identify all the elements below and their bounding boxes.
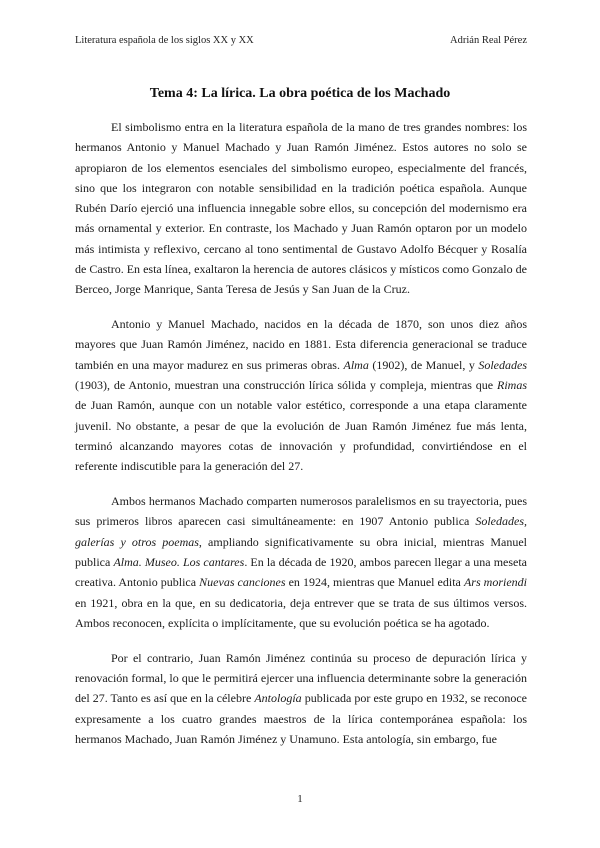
paragraph-text: (1902), de Manuel, y (368, 357, 479, 372)
paragraph-text: en 1924, mientras que Manuel edita (285, 575, 464, 590)
work-title-ars-moriendi: Ars moriendi (463, 575, 528, 590)
work-title-alma: Alma (343, 357, 369, 372)
work-title-soledades-galerias: Soledades, galerías y otros poemas (75, 514, 527, 549)
paragraph-text: (1903), de Antonio, muestran una construcción lírica sólida y compleja, mientras que (75, 378, 497, 393)
paragraph-text: Por el contrario, Juan Ramón Jiménez continúa su proceso de depuración lírica y renovación formal, lo que le permitirá ejercer una influencia determinante sobre la generación del 27. Tanto es así que en la célebre (75, 650, 527, 706)
paragraph-4 (75, 648, 527, 749)
paragraph-text: Ambos hermanos Machado comparten numerosos paralelismos en su trayectoria, pues sus primeros libros aparecen casi simultáneamente: en 1907 Antonio publica (75, 494, 527, 529)
document-title: Tema 4: La lírica. La obra poética de los Machado (149, 86, 451, 101)
paragraph-1: El simbolismo entra en la literatura española de la mano de tres grandes nombres: los hermanos Antonio y Manuel Machado y Juan Ramón Jiménez. Estos autores no solo se apropiaron de los elementos esenciales del simbolismo europeo, especialmente del francés, sino que los integraron con notable sensibilidad en la tradición poética española. Aunque Rubén Darío ejerció una influencia innegable sobre ellos, su concepción del modernismo era más ornamental y exterior. En contraste, los Machado y Juan Ramón optaron por un modelo más intimista y reflexivo, cercano al tono sentimental de Gustavo Adolfo Bécquer y Rosalía de Castro. En esta línea, exaltaron la herencia de autores clásicos y místicos como Gonzalo de Berceo, Jorge Manrique, Santa Teresa de Jesús y San Juan de la Cruz. (75, 120, 527, 297)
work-title-alma-museo: Alma. Museo. Los cantares (113, 554, 245, 569)
page-number: 1 (297, 793, 303, 805)
paragraph-3 (75, 491, 527, 633)
header-course-title: Literatura española de los siglos XX y XX (75, 35, 254, 46)
work-title-nuevas-canciones: Nuevas canciones (199, 575, 286, 590)
paragraph-text: Antonio y Manuel Machado, nacidos en la década de 1870, son unos diez años mayores que Juan Ramón Jiménez, nacido en 1881. Esta diferencia generacional se traduce también en una mayor madurez en sus primeras obras. (75, 317, 527, 372)
page-header (75, 35, 527, 46)
work-title-rimas: Rimas (497, 378, 527, 393)
work-title-antologia: Antología (254, 691, 302, 706)
paragraph-text: de Juan Ramón, aunque con un notable valor estético, corresponde a una etapa claramente juvenil. No obstante, a pesar de que la evolución de Juan Ramón Jiménez fue más lenta, terminó alcanzando mayores cotas de innovación y profundidad, convirtiéndose en el referente indiscutible para la generación del 27. (75, 398, 527, 474)
paragraph-text: en 1921, obra en la que, en su dedicatoria, deja entrever que se trata de sus últimos versos. Ambos reconocen, explícita o implícitamente, que su evolución poética se ha agotado. (75, 595, 527, 630)
paragraph-2 (75, 314, 527, 476)
document-body (75, 117, 527, 764)
paragraph-text: . En la década de 1920, ambos parecen llegar a una meseta creativa. Antonio publica (75, 554, 528, 590)
paragraph-text: , ampliando significativamente su obra inicial, mientras Manuel publica (75, 534, 527, 569)
header-author: Adrián Real Pérez (450, 35, 527, 46)
work-title-soledades: Soledades (478, 357, 527, 372)
paragraph-text: publicada por este grupo en 1932, se reconoce expresamente a los cuatro grandes maestros de la lírica contemporánea española: los hermanos Machado, Juan Ramón Jiménez y Unamuno. Esta antología, sin embargo, fue (75, 691, 527, 746)
